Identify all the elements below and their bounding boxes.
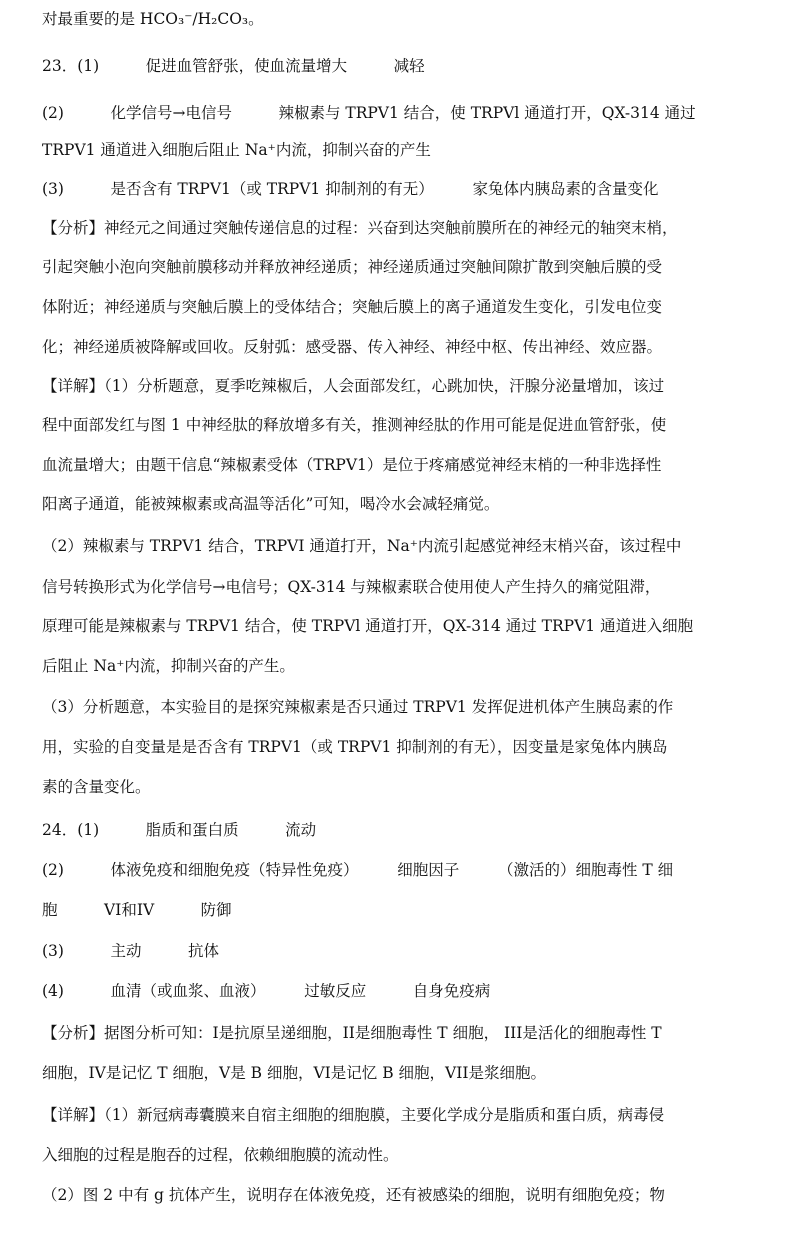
text-line: (2) 化学信号→电信号 辣椒素与 TRPV1 结合，使 TRPVl 通道打开，QX-314 通过	[42, 104, 696, 122]
text-line: （2）图 2 中有 g 抗体产生，说明存在体液免疫，还有被感染的细胞，说明有细胞免疫；物	[42, 1186, 665, 1204]
text-line: 引起突触小泡向突触前膜移动并释放神经递质；神经递质通过突触间隙扩散到突触后膜的受	[42, 258, 663, 276]
text-line: 血流量增大；由题干信息“辣椒素受体（TRPV1）是位于疼痛感觉神经末梢的一种非选择性	[42, 456, 662, 474]
text-line: 入细胞的过程是胞吞的过程，依赖细胞膜的流动性。	[42, 1146, 399, 1164]
text-line: 用，实验的自变量是是否含有 TRPV1（或 TRPV1 抑制剂的有无），因变量是家兔体内胰岛	[42, 738, 668, 756]
text-line: 【详解】（1）分析题意，夏季吃辣椒后，人会面部发红，心跳加快，汗腺分泌量增加，该过	[42, 377, 665, 395]
text-line: 【详解】（1）新冠病毒囊膜来自宿主细胞的细胞膜，主要化学成分是脂质和蛋白质，病毒侵	[42, 1106, 665, 1124]
text-line: (4) 血清（或血浆、血液） 过敏反应 自身免疫病	[42, 982, 491, 1000]
text-line: 对最重要的是 HCO₃⁻/H₂CO₃。	[42, 10, 264, 28]
text-line: (3) 主动 抗体	[42, 942, 219, 960]
text-line: （3）分析题意，本实验目的是探究辣椒素是否只通过 TRPV1 发挥促进机体产生胰岛素的作	[42, 698, 674, 716]
text-line: TRPV1 通道进入细胞后阻止 Na⁺内流，抑制兴奋的产生	[42, 141, 431, 159]
text-line: 胞 VI和IV 防御	[42, 901, 232, 919]
text-line: 信号转换形式为化学信号→电信号；QX-314 与辣椒素联合使用使人产生持久的痛觉阻滞，	[42, 578, 661, 596]
text-line: 程中面部发红与图 1 中神经肽的释放增多有关，推测神经肽的作用可能是促进血管舒张，使	[42, 416, 667, 434]
text-line: (2) 体液免疫和细胞免疫（特异性免疫） 细胞因子 （激活的）细胞毒性 T 细	[42, 861, 674, 879]
text-line: 【分析】据图分析可知：I是抗原呈递细胞，II是细胞毒性 T 细胞， III是活化的细胞毒性 T	[42, 1024, 662, 1042]
text-line: 23．(1) 促进血管舒张，使血流量增大 减轻	[42, 57, 425, 75]
text-line: 素的含量变化。	[42, 778, 151, 796]
text-line: 阳离子通道，能被辣椒素或高温等活化”可知，喝冷水会减轻痛觉。	[42, 495, 500, 513]
text-line: (3) 是否含有 TRPV1（或 TRPV1 抑制剂的有无） 家兔体内胰岛素的含量变化	[42, 180, 659, 198]
text-line: 细胞，IV是记忆 T 细胞，V是 B 细胞，VI是记忆 B 细胞，VII是浆细胞。	[42, 1064, 546, 1082]
text-line: 后阻止 Na⁺内流，抑制兴奋的产生。	[42, 657, 295, 675]
text-line: 体附近；神经递质与突触后膜上的受体结合；突触后膜上的离子通道发生变化，引发电位变	[42, 298, 663, 316]
text-line: 【分析】神经元之间通过突触传递信息的过程：兴奋到达突触前膜所在的神经元的轴突末梢，	[42, 219, 678, 237]
text-line: （2）辣椒素与 TRPV1 结合，TRPVI 通道打开，Na⁺内流引起感觉神经末梢兴奋，该过程中	[42, 537, 682, 555]
text-line: 化；神经递质被降解或回收。反射弧：感受器、传入神经、神经中枢、传出神经、效应器。	[42, 338, 663, 356]
text-line: 24．(1) 脂质和蛋白质 流动	[42, 821, 317, 839]
text-line: 原理可能是辣椒素与 TRPV1 结合，使 TRPVl 通道打开，QX-314 通过 TRPV1 通道进入细胞	[42, 617, 694, 635]
